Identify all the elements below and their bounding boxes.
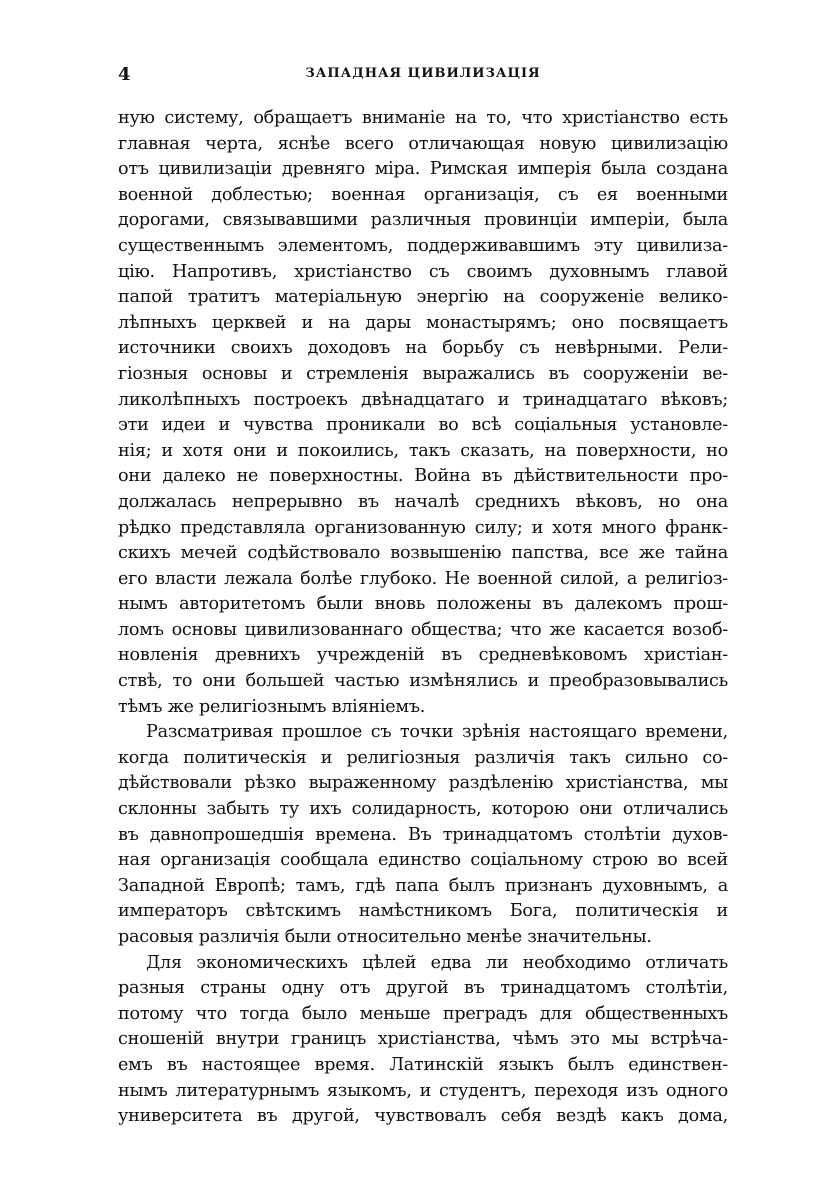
text-line: ствѣ, то они большей частью измѣнялись и преобразовывались	[118, 671, 728, 692]
text-line: нымъ авторитетомъ были вновь положены въ далекомъ прош-	[118, 594, 728, 615]
paragraph-first-line: Для экономическихъ цѣлей едва ли необходимо отличать	[146, 952, 728, 973]
text-line: рѣдко представляла организованную силу; и хотя много франк-	[118, 517, 728, 538]
text-line: главная черта, яснѣе всего отличающая новую цивилизацію	[118, 133, 728, 154]
text-line: новленія древнихъ учрежденій въ средневѣковомъ христіан-	[118, 645, 728, 666]
text-line: расовыя различія были относительно менѣе значительны.	[118, 927, 652, 947]
text-line: нія; и хотя они и покоились, такъ сказать, на поверхности, но	[118, 440, 728, 461]
text-line: ную систему, обращаетъ вниманіе на то, что христіанство есть	[118, 108, 728, 128]
text-line: когда политическія и религіозныя различія такъ сильно со-	[118, 747, 728, 768]
text-line: лѣпныхъ церквей и на дары монастырямъ; оно посвящаетъ	[118, 312, 728, 333]
text-line: потому что тогда было меньше преградъ для общественныхъ	[118, 1003, 728, 1024]
text-line: папой тратитъ матеріальную энергію на сооруженіе велико-	[118, 287, 728, 308]
text-line: скихъ мечей содѣйствовало возвышенію папства, все же тайна	[118, 543, 728, 564]
text-line: Западной Европѣ; тамъ, гдѣ папа былъ признанъ духовнымъ, а	[118, 875, 728, 896]
text-line: военной доблестью; военная организація, съ ея военными	[118, 184, 728, 205]
text-line: эти идеи и чувства проникали во всѣ соціальныя установле-	[118, 415, 728, 436]
text-line: емъ въ настоящее время. Латинскій языкъ былъ единствен-	[118, 1054, 728, 1075]
text-line: ломъ основы цивилизованнаго общества; что же касается возоб-	[118, 619, 728, 640]
text-line: ная организація сообщала единство соціальному строю во всей	[118, 850, 728, 871]
text-line: сношеній внутри границъ христіанства, чѣмъ это мы встрѣча-	[118, 1029, 728, 1050]
text-line: источники своихъ доходовъ на борьбу съ невѣрными. Рели-	[118, 338, 728, 359]
page-header	[118, 56, 728, 86]
text-line: они далеко не поверхностны. Война въ дѣйствительности про-	[118, 466, 728, 487]
paragraph-first-line: Разсматривая прошлое съ точки зрѣнія настоящаго времени,	[146, 722, 728, 743]
text-line: университета въ другой, чувствовалъ себя вездѣ какъ дома,	[118, 1106, 728, 1127]
text-line: цію. Напротивъ, христіанство съ своимъ духовнымъ главой	[118, 261, 728, 282]
text-line: гіозныя основы и стремленія выражались въ сооруженіи ве-	[118, 363, 728, 384]
text-line: императоръ свѣтскимъ намѣстникомъ Бога, политическія и	[118, 901, 728, 922]
text-line: его власти лежала болѣе глубоко. Не военной силой, а религіоз-	[118, 568, 728, 589]
text-line: должалась непрерывно въ началѣ среднихъ вѣковъ, но она	[118, 491, 728, 512]
page-number: 4	[118, 64, 131, 85]
text-line: разныя страны одну отъ другой въ тринадцатомъ столѣтіи,	[118, 978, 728, 999]
running-title: ЗАПАДНАЯ ЦИВИЛИЗАЦІЯ	[305, 66, 541, 81]
text-line: отъ цивилизаціи древняго міра. Римская имперія была создана	[118, 159, 728, 180]
book-page	[118, 56, 728, 1130]
text-line: въ давнопрошедшія времена. Въ тринадцатомъ столѣтіи духов-	[118, 824, 728, 845]
text-line: тѣмъ же религіознымъ вліяніемъ.	[118, 696, 426, 717]
text-line: существеннымъ элементомъ, поддерживавшимъ эту цивилиза-	[118, 235, 728, 256]
text-line: нымъ литературнымъ языкомъ, и студентъ, переходя изъ одного	[118, 1080, 728, 1101]
text-line: дорогами, связывавшими различныя провинціи имперіи, была	[118, 210, 728, 231]
text-line: ликолѣпныхъ построекъ двѣнадцатаго и тринадцатаго вѣковъ;	[118, 389, 728, 410]
text-line: дѣйствовали рѣзко выраженному раздѣленію христіанства, мы	[118, 773, 728, 794]
text-line: склонны забыть ту ихъ солидарность, которою они отличались	[118, 799, 728, 820]
body-text	[118, 106, 728, 1130]
